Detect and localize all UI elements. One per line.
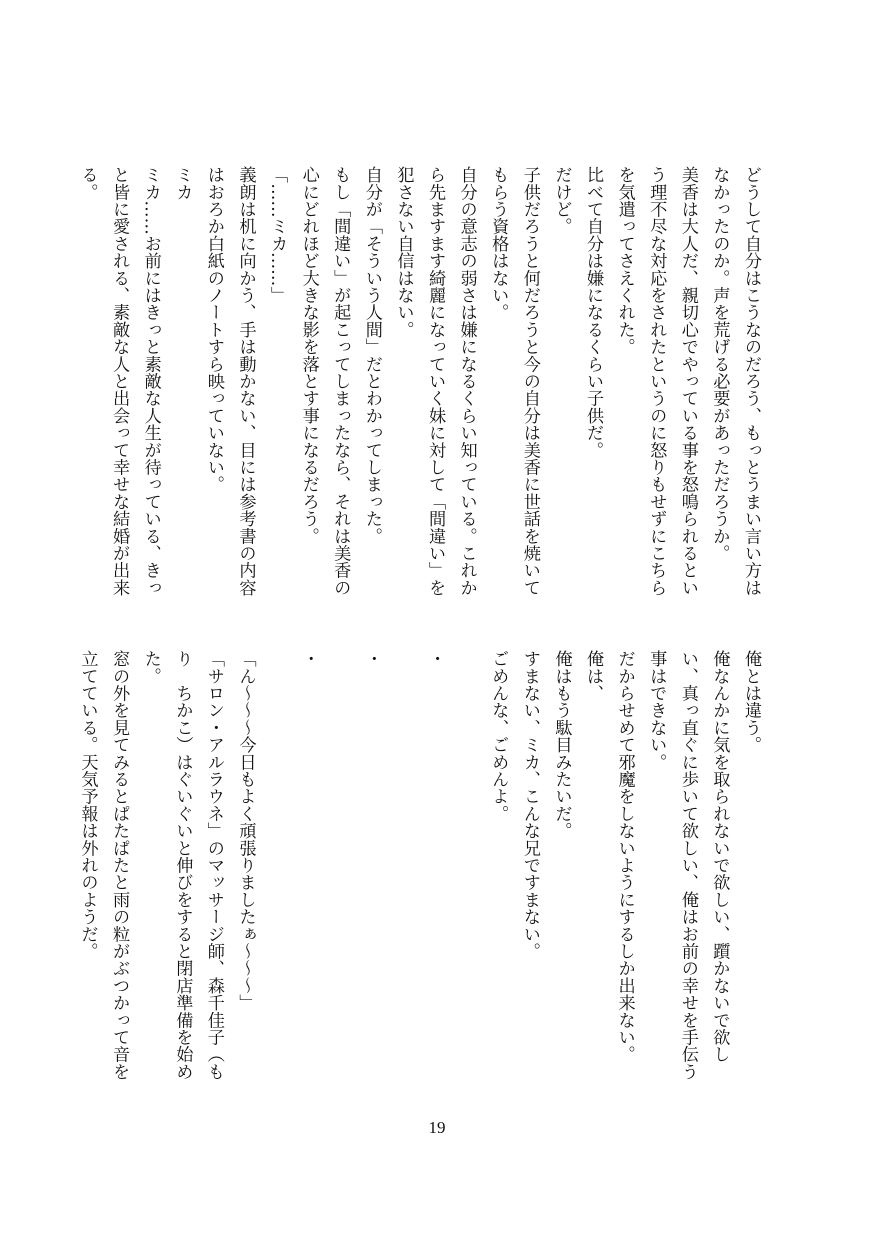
text-line: もらう資格はない。 [488,166,509,321]
text-line: 美香は大人だ、親切心でやっている事を怒鳴られるとい [677,166,698,596]
text-line: 事はできない。 [646,650,667,771]
text-line: ごめんな、ごめんよ。 [488,650,509,822]
text-line: り ちかこ）はぐいぐいと伸びをすると閉店準備を始め [172,650,193,1080]
text-line: と皆に愛される、素敵な人と出会って幸せな結婚が出来 [109,166,130,596]
text-line: 俺はもう駄目みたいだ。 [551,650,572,840]
text-line [324,650,356,1100]
text-line: 自分が「そういう人間」だとわかってしまった。 [361,166,382,545]
text-line: ミカ [172,166,193,201]
text-line: はおろか白紙のノートすら映っていない。 [203,166,224,493]
upper-text-block [77,166,766,616]
text-line: 義朗は机に向かう、手は動かない、目には参考書の内容 [235,166,256,596]
text-line: 犯さない自信はない。 [393,166,414,338]
text-line: すまない、ミカ、こんな兄ですまない。 [519,650,540,960]
text-line: ミカ……お前にはきっと素敵な人生が待っている、きっ [140,166,161,596]
text-line [450,650,482,1100]
text-line: い、真っ直ぐに歩いて欲しい、俺はお前の幸せを手伝う [677,650,698,1080]
text-line: 「ん～～～今日もよく頑張りましたぁ～～～」 [235,650,256,1012]
text-line: 比べて自分は嫌になるくらい子供だ。 [583,166,604,459]
text-line: 心にどれほど大きな影を落とす事になるだろう。 [298,166,319,545]
text-line: 俺は、 [583,650,604,702]
text-line: ・ [361,650,382,668]
text-line: なかったのか。声を荒げる必要があっただろうか。 [709,166,730,562]
text-line: 子供だろうと何だろうと今の自分は美香に世話を焼いて [519,166,540,596]
text-line: う理不尽な対応をされたというのに怒りもせずにこちら [646,166,667,596]
text-line [261,650,293,1100]
text-line: た。 [140,650,161,685]
text-line: る。 [77,166,98,201]
text-line [387,650,419,1100]
text-line: もし「間違い」が起こってしまったなら、それは美香の [330,166,351,596]
text-line: 「……ミカ……」 [267,166,288,304]
text-line: 自分の意志の弱さは嫌になるくらい知っている。これか [456,166,477,596]
text-line: を気遣ってさえくれた。 [614,166,635,356]
text-line: 俺なんかに気を取られないで欲しい、躓かないで欲し [709,650,730,1063]
text-line: ・ [298,650,319,668]
text-line: ら先ますます綺麗になっていく妹に対して「間違い」を [425,166,446,596]
text-line: だけど。 [551,166,572,235]
lower-text-block [77,650,766,1100]
text-line: 「サロン・アルラウネ」のマッサージ師、森千佳子（も [203,650,224,1080]
text-line: 窓の外を見てみるとぱたぱたと雨の粒がぶつかって音を [109,650,130,1080]
page-number: 19 [428,1118,446,1137]
text-line: だからせめて邪魔をしないようにするしか出来ない。 [614,650,635,1063]
text-line: 立てている。天気予報は外れのようだ。 [77,650,98,960]
text-line: どうして自分はこうなのだろう、もっとうまい言い方は [741,166,761,596]
text-line: ・ [425,650,446,668]
text-line: 俺とは違う。 [741,650,761,754]
